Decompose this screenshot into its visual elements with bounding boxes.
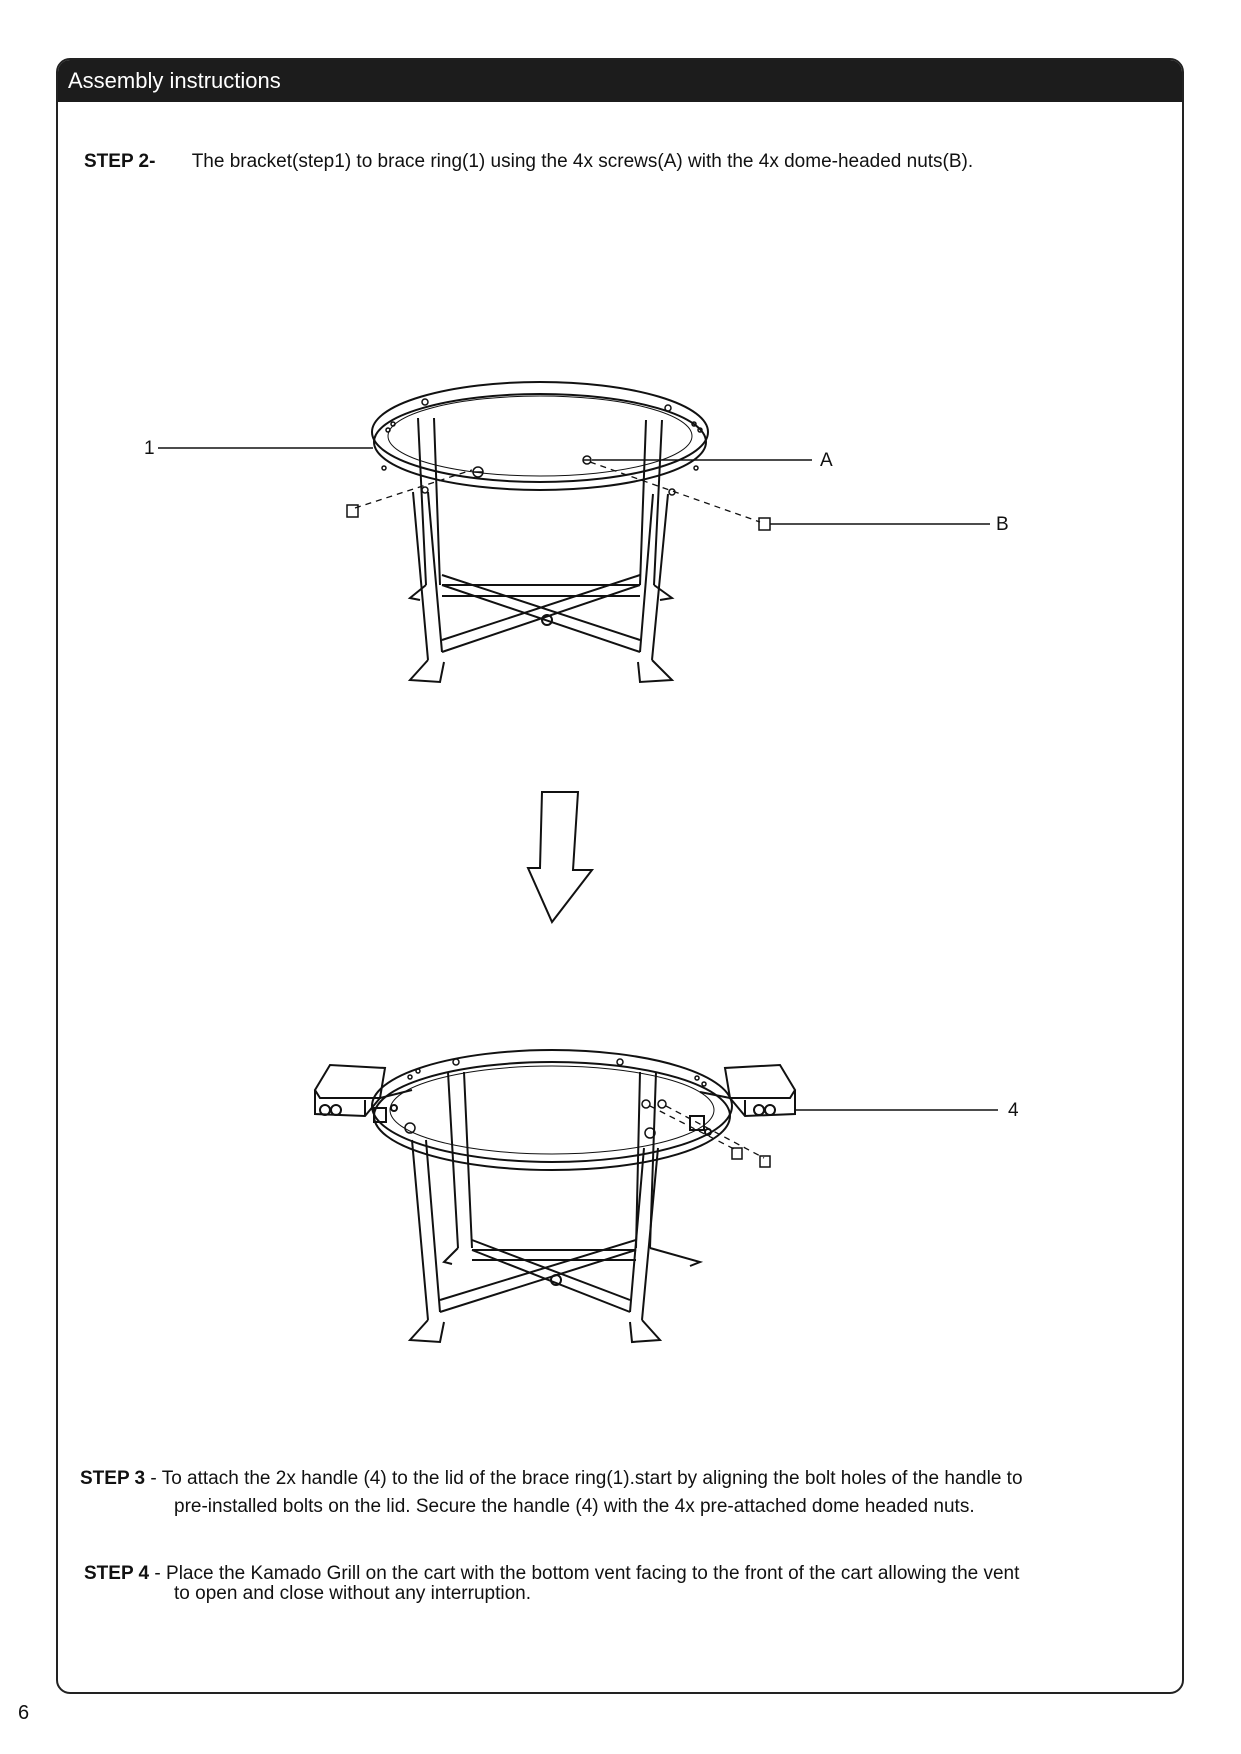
step2-text: The bracket(step1) to brace ring(1) using the 4x screws(A) with the 4x dome-headed nuts(B). [191,151,974,172]
step4-text-line1: Place the Kamado Grill on the cart with the bottom vent facing to the front of the cart allowing the vent [166,1563,1020,1584]
step2-label: STEP 2- [84,151,156,172]
step3-label: STEP 3 [80,1468,146,1489]
callout-a-screw: A [820,450,833,471]
section-header: Assembly instructions [58,60,1182,102]
step3-instruction-line1 [80,1465,1023,1493]
diagram-handles-stand [315,1050,998,1342]
step4-separator: - [149,1563,167,1584]
diagram-ring-stand [158,382,990,682]
step4-label: STEP 4 [84,1563,150,1584]
down-arrow [528,792,592,922]
page-number: 6 [18,1702,30,1724]
callout-1-ring: 1 [144,438,155,459]
step3-text-line2: pre-installed bolts on the lid. Secure the handle (4) with the 4x pre-attached dome headed nuts. [174,1496,975,1517]
step3-separator: - [145,1468,162,1489]
callout-4-handle: 4 [1008,1100,1019,1121]
step4-text-line2: to open and close without any interruption. [174,1583,532,1604]
callout-b-nut: B [996,514,1009,535]
step3-text-line1: To attach the 2x handle (4) to the lid of the brace ring(1).start by aligning the bolt holes of the handle to [161,1468,1023,1489]
